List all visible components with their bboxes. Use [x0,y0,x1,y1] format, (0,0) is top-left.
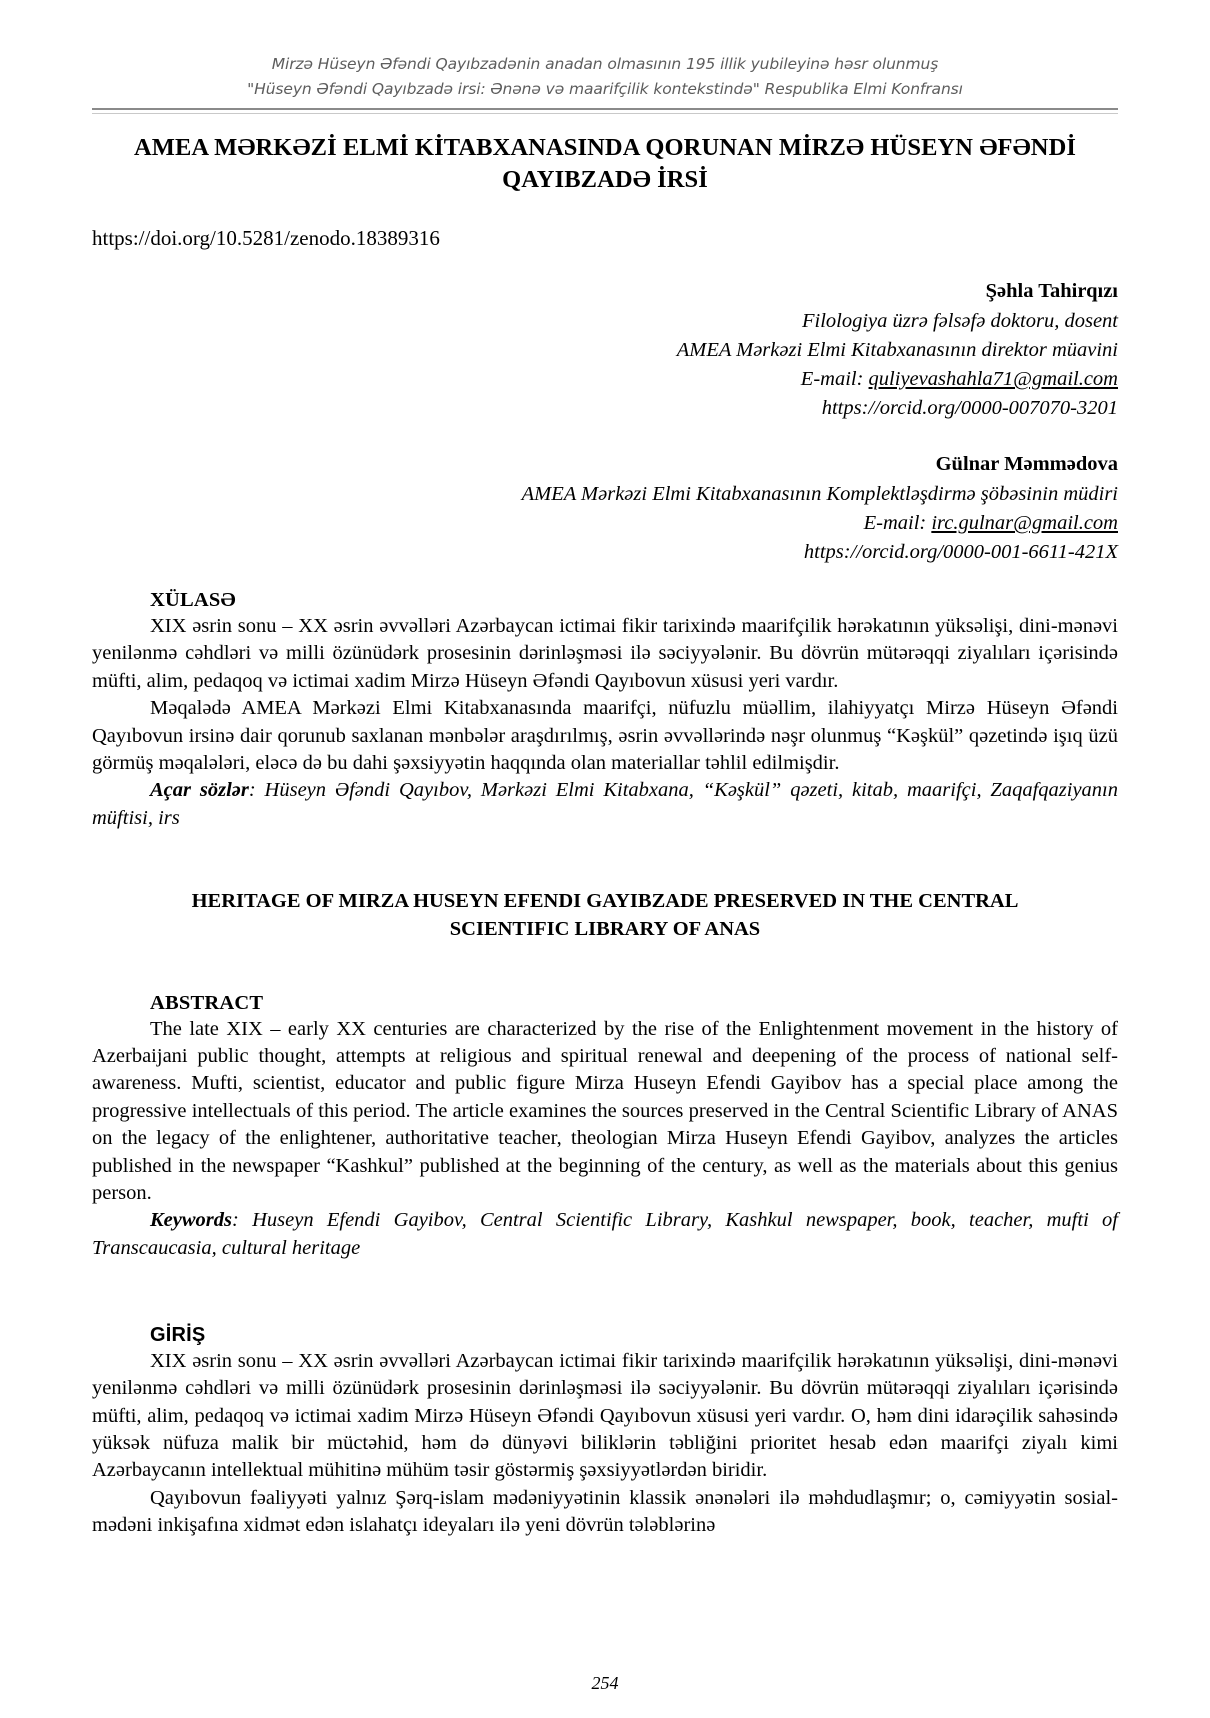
running-header-line-1: Mirzə Hüseyn Əfəndi Qayıbzadənin anadan olmasının 195 illik yubileyinə həsr olunmuş [271,55,939,73]
author-block-2 [92,450,1118,567]
doi-link[interactable]: https://doi.org/10.5281/zenodo.18389316 [92,225,440,250]
author-orcid[interactable]: https://orcid.org/0000-001-6611-421X [803,541,1118,563]
keywords-az-label: Açar sözlər [150,779,249,802]
english-title: HERITAGE OF MIRZA HUSEYN EFENDI GAYIBZADE PRESERVED IN THE CENTRAL SCIENTIFIC LIBRARY OF ANAS [191,889,1019,940]
keywords-en-text: : Huseyn Efendi Gayibov, Central Scientific Library, Kashkul newspaper, book, teacher, mufti of Transcaucasia, cultural heritage [92,1209,1118,1259]
author-email-line [92,365,1118,394]
author-affiliation: Filologiya üzrə fəlsəfə doktoru, dosent [802,309,1118,332]
author-name: Şəhla Tahirqızı [985,279,1118,302]
introduction-heading: GİRİŞ [150,1323,206,1346]
page-number: 254 [591,1673,619,1693]
header-divider [92,108,1118,114]
author-list [92,277,1118,567]
abstract-az-section [92,589,1118,832]
introduction-paragraph: Qayıbovun fəaliyyəti yalnız Şərq-islam mədəniyyətinin klassik ənənələri ilə məhdudlaşmır; o, cəmiyyətin sosial-mədəni inkişafına xidmət edən islahatçı ideyaları ilə yeni dövrün tələblərinə [92,1486,1118,1537]
page-title: AMEA MƏRKƏZİ ELMİ KİTABXANASINDA QORUNAN MİRZƏ HÜSEYN ƏFƏNDİ QAYIBZADƏ İRSİ [133,134,1077,194]
abstract-en-paragraph: The late XIX – early XX centuries are characterized by the rise of the Enlightenment movement in the history of Azerbaijani public thought, attempts at religious and spiritual renewal and deepening of the process of national self-awareness. Mufti, scientist, educator and public figure Mirza Huseyn Efendi Gayibov has a special place among the progressive intellectuals of this period. The article examines the sources preserved in the Central Scientific Library of ANAS on the legacy of the enlightener, authoritative teacher, theologian Mirza Huseyn Efendi Gayibov, analyzes the articles published in the newspaper “Kashkul” published at the beginning of the century, as well as the materials about this genius person. [92,1017,1118,1204]
author-email[interactable]: quliyevashahla71@gmail.com [868,367,1118,390]
keywords-en [92,1207,1118,1262]
abstract-az-paragraph: Məqalədə AMEA Mərkəzi Elmi Kitabxanasında maarifçi, nüfuzlu müəllim, ilahiyyatçı Mirzə Hüseyn Əfəndi Qayıbovun irsinə dair qorunub saxlanan mənbələr araşdırılmış, əsrin əvvəllərində nəşr olunmuş “Kəşkül” qəzetində işıq üzü görmüş məqalələri, eləcə də bu dahi şəxsiyyətin haqqında olan materiallar təhlil edilmişdir. [92,697,1118,774]
author-email[interactable]: irc.gulnar@gmail.com [931,511,1118,534]
running-header-line-2: "Hüseyn Əfəndi Qayıbzadə irsi: Ənənə və maarifçilik kontekstində" Respublika Elmi Konfransı [247,80,963,99]
author-affiliation: AMEA Mərkəzi Elmi Kitabxanasının Komplektləşdirmə şöbəsinin müdiri [521,482,1118,505]
keywords-az [92,777,1118,832]
keywords-az-text: : Hüseyn Əfəndi Qayıbov, Mərkəzi Elmi Kitabxana, “Kəşkül” qəzeti, kitab, maarifçi, Zaqafqaziyanın müftisi, irs [92,779,1118,829]
author-name: Gülnar Məmmədova [935,453,1118,476]
abstract-az-paragraph: XIX əsrin sonu – XX əsrin əvvəlləri Azərbaycan ictimai fikir tarixində maarifçilik hərəkatının yüksəlişi, dini-mənəvi yenilənmə cəhdləri və milli özünüdərk prosesinin dərinləşməsi ilə səciyyələnir. Bu dövrün mütərəqqi ziyalıları içərisində müfti, alim, pedaqoq və ictimai xadim Mirzə Hüseyn Əfəndi Qayıbovun xüsusi yeri vardır. [92,615,1118,692]
author-orcid[interactable]: https://orcid.org/0000-007070-3201 [821,396,1118,419]
abstract-en-heading: ABSTRACT [150,991,264,1014]
running-header [92,52,1118,102]
author-block-1 [92,277,1118,423]
introduction-paragraph: XIX əsrin sonu – XX əsrin əvvəlləri Azərbaycan ictimai fikir tarixində maarifçilik hərəkatının yüksəlişi, dini-mənəvi yenilənmə cəhdləri və milli özünüdərk prosesinin dərinləşməsi ilə səciyyələnir. Bu dövrün mütərəqqi ziyalıları içərisində müfti, alim, pedaqoq və ictimai xadim Mirzə Hüseyn Əfəndi Qayıbovun xüsusi yeri vardır. O, həm dini idarəçilik sahəsində yüksək nüfuza malik bir müctəhid, həm də dünyəvi biliklərin təbliğini prioritet hesab edən maarifçi ziyalı kimi Azərbaycanın intellektual mühitinə mühüm təsir göstərmiş şəxsiyyətlərdən biridir. [92,1349,1118,1482]
email-label: E-mail: [800,367,869,390]
introduction-section [92,1324,1118,1540]
author-email-line [92,509,1118,538]
keywords-en-label: Keywords [150,1209,232,1232]
abstract-en-section [92,992,1118,1262]
email-label: E-mail: [863,511,932,534]
abstract-az-heading: XÜLASƏ [150,589,236,612]
author-affiliation: AMEA Mərkəzi Elmi Kitabxanasının direktor müavini [676,338,1118,361]
